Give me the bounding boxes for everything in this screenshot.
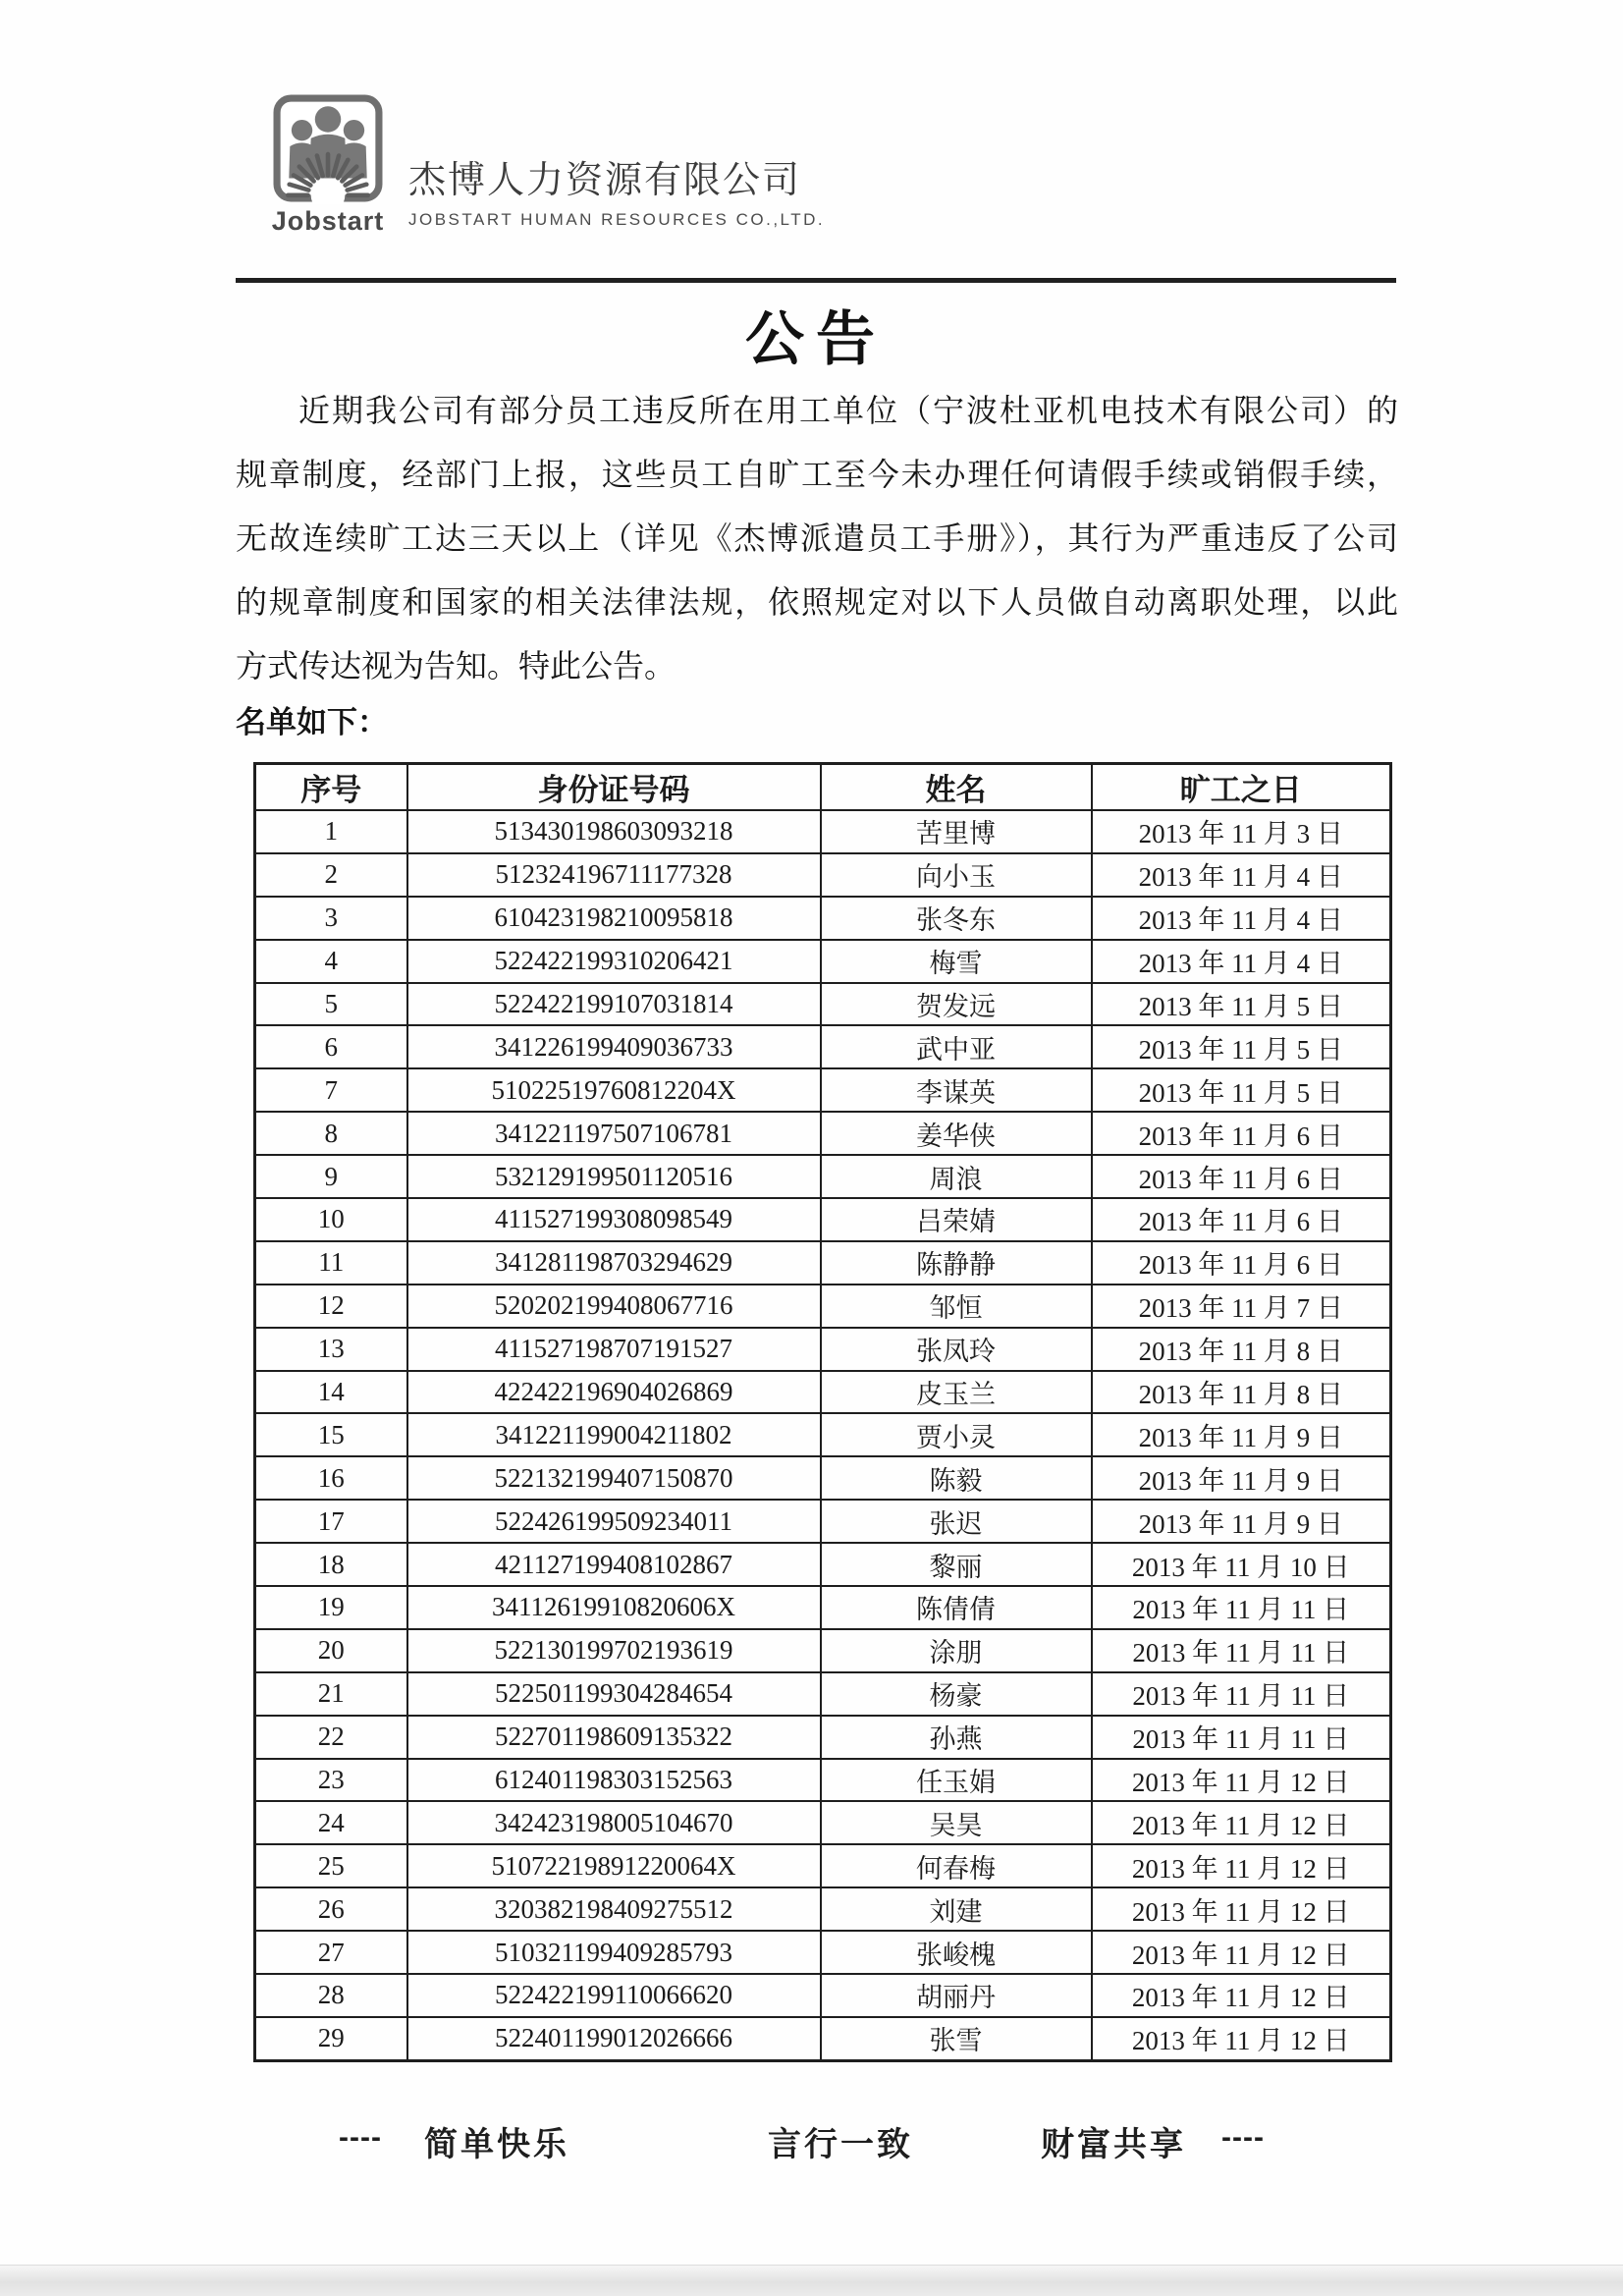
table-row <box>255 897 1391 940</box>
table-cell: 341221197507106781 <box>407 1112 821 1155</box>
table-cell: 320382198409275512 <box>407 1887 821 1931</box>
table-row <box>255 1974 1391 2017</box>
table-cell: 510321199409285793 <box>407 1931 821 1974</box>
table-cell: 1 <box>255 810 407 853</box>
table-cell: 邹恒 <box>821 1285 1092 1328</box>
table-cell: 皮玉兰 <box>821 1371 1092 1414</box>
table-cell: 19 <box>255 1586 407 1629</box>
table-cell: 向小玉 <box>821 853 1092 897</box>
page-title: 公告 <box>745 307 887 372</box>
table-cell: 张凤玲 <box>821 1328 1092 1371</box>
table-cell: 2013 年 11 月 6 日 <box>1092 1241 1391 1285</box>
table-cell: 2013 年 11 月 6 日 <box>1092 1112 1391 1155</box>
table-cell: 411527199308098549 <box>407 1198 821 1241</box>
table-cell: 杨豪 <box>821 1672 1092 1716</box>
table-cell: 522401199012026666 <box>407 2017 821 2061</box>
table-cell: 341281198703294629 <box>407 1241 821 1285</box>
header-cell-name: 姓名 <box>821 764 1092 811</box>
table-row <box>255 1025 1391 1068</box>
table-cell: 2013 年 11 月 12 日 <box>1092 1887 1391 1931</box>
absence-roster-table-body <box>255 810 1391 2061</box>
table-row <box>255 1371 1391 1414</box>
table-cell: 17 <box>255 1500 407 1543</box>
table-cell: 陈静静 <box>821 1241 1092 1285</box>
table-cell: 梅雪 <box>821 940 1092 983</box>
table-cell: 2 <box>255 853 407 897</box>
table-cell: 2013 年 11 月 9 日 <box>1092 1500 1391 1543</box>
table-cell: 2013 年 11 月 4 日 <box>1092 853 1391 897</box>
table-cell: 胡丽丹 <box>821 1974 1092 2017</box>
table-cell: 25 <box>255 1844 407 1887</box>
scan-bottom-band <box>0 2265 1623 2296</box>
table-row <box>255 1285 1391 1328</box>
table-cell: 陈毅 <box>821 1456 1092 1500</box>
table-cell: 2013 年 11 月 9 日 <box>1092 1456 1391 1500</box>
table-cell: 2013 年 11 月 12 日 <box>1092 1844 1391 1887</box>
table-cell: 陈倩倩 <box>821 1586 1092 1629</box>
table-cell: 姜华侠 <box>821 1112 1092 1155</box>
footer-slogan: 财富共享 <box>1041 2126 1186 2163</box>
table-cell: 2013 年 11 月 12 日 <box>1092 1974 1391 2017</box>
table-cell: 22 <box>255 1716 407 1759</box>
table-cell: 张峻槐 <box>821 1931 1092 1974</box>
company-names <box>408 149 825 230</box>
table-cell: 黎丽 <box>821 1543 1092 1586</box>
table-cell: 522422199107031814 <box>407 983 821 1026</box>
body-line: 无故连续旷工达三天以上（详见《杰博派遣员工手册》），其行为严重违反了公司 <box>236 520 1398 556</box>
table-cell: 周浪 <box>821 1155 1092 1198</box>
company-name-en: JOBSTART HUMAN RESOURCES CO.,LTD. <box>408 210 826 229</box>
table-row <box>255 1413 1391 1456</box>
table-row <box>255 1759 1391 1802</box>
table-cell: 610423198210095818 <box>407 897 821 940</box>
table-row <box>255 1198 1391 1241</box>
table-cell: 522422199110066620 <box>407 1974 821 2017</box>
table-cell: 2013 年 11 月 12 日 <box>1092 2017 1391 2061</box>
table-row <box>255 1716 1391 1759</box>
table-cell: 8 <box>255 1112 407 1155</box>
header-cell-date: 旷工之日 <box>1092 764 1391 811</box>
table-cell: 14 <box>255 1371 407 1414</box>
table-cell: 武中亚 <box>821 1025 1092 1068</box>
table-row <box>255 1629 1391 1672</box>
footer-dash-left: ---- <box>339 2121 382 2154</box>
header-cell-id: 身份证号码 <box>407 764 821 811</box>
table-row <box>255 1112 1391 1155</box>
footer-dash-right: ---- <box>1221 2121 1265 2154</box>
table-cell: 341226199409036733 <box>407 1025 821 1068</box>
table-cell: 51072219891220064X <box>407 1844 821 1887</box>
table-cell: 522426199509234011 <box>407 1500 821 1543</box>
table-cell: 2013 年 11 月 3 日 <box>1092 810 1391 853</box>
table-cell: 任玉娟 <box>821 1759 1092 1802</box>
table-cell: 15 <box>255 1413 407 1456</box>
footer-slogan: 简单快乐 <box>424 2126 569 2163</box>
footer-slogans <box>236 2117 1396 2163</box>
table-row <box>255 1543 1391 1586</box>
table-cell: 513430198603093218 <box>407 810 821 853</box>
table-row <box>255 1456 1391 1500</box>
table-cell: 2013 年 11 月 5 日 <box>1092 1025 1391 1068</box>
table-row <box>255 1068 1391 1112</box>
table-header-row <box>255 764 1391 811</box>
table-cell: 2013 年 11 月 4 日 <box>1092 940 1391 983</box>
table-cell: 28 <box>255 1974 407 2017</box>
table-cell: 522701198609135322 <box>407 1716 821 1759</box>
table-cell: 2013 年 11 月 12 日 <box>1092 1931 1391 1974</box>
table-cell: 2013 年 11 月 6 日 <box>1092 1155 1391 1198</box>
table-cell: 5 <box>255 983 407 1026</box>
list-label: 名单如下： <box>236 705 388 739</box>
table-cell: 26 <box>255 1887 407 1931</box>
company-logo <box>267 94 389 237</box>
announcement-body <box>236 379 1398 698</box>
table-cell: 2013 年 11 月 12 日 <box>1092 1759 1391 1802</box>
table-cell: 2013 年 11 月 11 日 <box>1092 1629 1391 1672</box>
table-cell: 612401198303152563 <box>407 1759 821 1802</box>
logo-brand-text: Jobstart <box>271 206 385 236</box>
footer-slogan: 言行一致 <box>768 2126 913 2163</box>
table-cell: 422422196904026869 <box>407 1371 821 1414</box>
table-cell: 刘建 <box>821 1887 1092 1931</box>
table-cell: 7 <box>255 1068 407 1112</box>
table-cell: 29 <box>255 2017 407 2061</box>
table-cell: 9 <box>255 1155 407 1198</box>
table-cell: 34112619910820606X <box>407 1586 821 1629</box>
table-cell: 18 <box>255 1543 407 1586</box>
table-cell: 孙燕 <box>821 1716 1092 1759</box>
table-row <box>255 1328 1391 1371</box>
table-cell: 522422199310206421 <box>407 940 821 983</box>
table-cell: 27 <box>255 1931 407 1974</box>
table-cell: 13 <box>255 1328 407 1371</box>
table-cell: 522130199702193619 <box>407 1629 821 1672</box>
table-cell: 吴昊 <box>821 1801 1092 1844</box>
table-cell: 522501199304284654 <box>407 1672 821 1716</box>
table-cell: 20 <box>255 1629 407 1672</box>
table-cell: 张迟 <box>821 1500 1092 1543</box>
table-cell: 532129199501120516 <box>407 1155 821 1198</box>
table-cell: 涂朋 <box>821 1629 1092 1672</box>
table-cell: 2013 年 11 月 10 日 <box>1092 1543 1391 1586</box>
header-cell-index: 序号 <box>255 764 407 811</box>
table-row <box>255 1155 1391 1198</box>
table-cell: 2013 年 11 月 12 日 <box>1092 1801 1391 1844</box>
table-cell: 12 <box>255 1285 407 1328</box>
table-cell: 11 <box>255 1241 407 1285</box>
table-cell: 2013 年 11 月 9 日 <box>1092 1413 1391 1456</box>
company-name-cn: 杰博人力资源有限公司 <box>408 160 802 201</box>
header-divider <box>236 278 1396 283</box>
table-row <box>255 1586 1391 1629</box>
table-cell: 23 <box>255 1759 407 1802</box>
body-line: 方式传达视为告知。特此公告。 <box>236 648 676 683</box>
table-cell: 342423198005104670 <box>407 1801 821 1844</box>
table-row <box>255 1801 1391 1844</box>
table-cell: 2013 年 11 月 5 日 <box>1092 1068 1391 1112</box>
table-cell: 贺发远 <box>821 983 1092 1026</box>
people-sunrise-logo-icon <box>273 94 383 204</box>
table-cell: 4 <box>255 940 407 983</box>
table-row <box>255 1500 1391 1543</box>
table-cell: 421127199408102867 <box>407 1543 821 1586</box>
table-cell: 吕荣婧 <box>821 1198 1092 1241</box>
absence-roster-table <box>253 762 1392 2062</box>
table-cell: 10 <box>255 1198 407 1241</box>
table-cell: 3 <box>255 897 407 940</box>
table-cell: 贾小灵 <box>821 1413 1092 1456</box>
table-row <box>255 2017 1391 2061</box>
body-line: 的规章制度和国家的相关法律法规，依照规定对以下人员做自动离职处理，以此 <box>236 584 1398 620</box>
table-cell: 411527198707191527 <box>407 1328 821 1371</box>
table-cell: 李谋英 <box>821 1068 1092 1112</box>
table-row <box>255 1931 1391 1974</box>
table-cell: 512324196711177328 <box>407 853 821 897</box>
table-cell: 520202199408067716 <box>407 1285 821 1328</box>
table-cell: 2013 年 11 月 6 日 <box>1092 1198 1391 1241</box>
table-row <box>255 983 1391 1026</box>
table-cell: 51022519760812204X <box>407 1068 821 1112</box>
table-cell: 6 <box>255 1025 407 1068</box>
table-cell: 2013 年 11 月 11 日 <box>1092 1586 1391 1629</box>
table-cell: 何春梅 <box>821 1844 1092 1887</box>
table-row <box>255 853 1391 897</box>
table-cell: 2013 年 11 月 4 日 <box>1092 897 1391 940</box>
table-cell: 张雪 <box>821 2017 1092 2061</box>
table-cell: 21 <box>255 1672 407 1716</box>
table-row <box>255 1887 1391 1931</box>
table-row <box>255 810 1391 853</box>
table-row <box>255 1672 1391 1716</box>
table-cell: 2013 年 11 月 8 日 <box>1092 1371 1391 1414</box>
table-cell: 苦里博 <box>821 810 1092 853</box>
table-cell: 16 <box>255 1456 407 1500</box>
table-cell: 2013 年 11 月 7 日 <box>1092 1285 1391 1328</box>
body-line: 近期我公司有部分员工违反所在用工单位（宁波杜亚机电技术有限公司）的 <box>298 393 1398 428</box>
table-cell: 2013 年 11 月 8 日 <box>1092 1328 1391 1371</box>
body-line: 规章制度，经部门上报，这些员工自旷工至今未办理任何请假手续或销假手续， <box>236 457 1398 492</box>
table-cell: 341221199004211802 <box>407 1413 821 1456</box>
table-row <box>255 1241 1391 1285</box>
table-cell: 522132199407150870 <box>407 1456 821 1500</box>
table-cell: 张冬东 <box>821 897 1092 940</box>
table-row <box>255 1844 1391 1887</box>
table-row <box>255 940 1391 983</box>
table-cell: 2013 年 11 月 5 日 <box>1092 983 1391 1026</box>
table-cell: 2013 年 11 月 11 日 <box>1092 1672 1391 1716</box>
table-cell: 24 <box>255 1801 407 1844</box>
table-cell: 2013 年 11 月 11 日 <box>1092 1716 1391 1759</box>
